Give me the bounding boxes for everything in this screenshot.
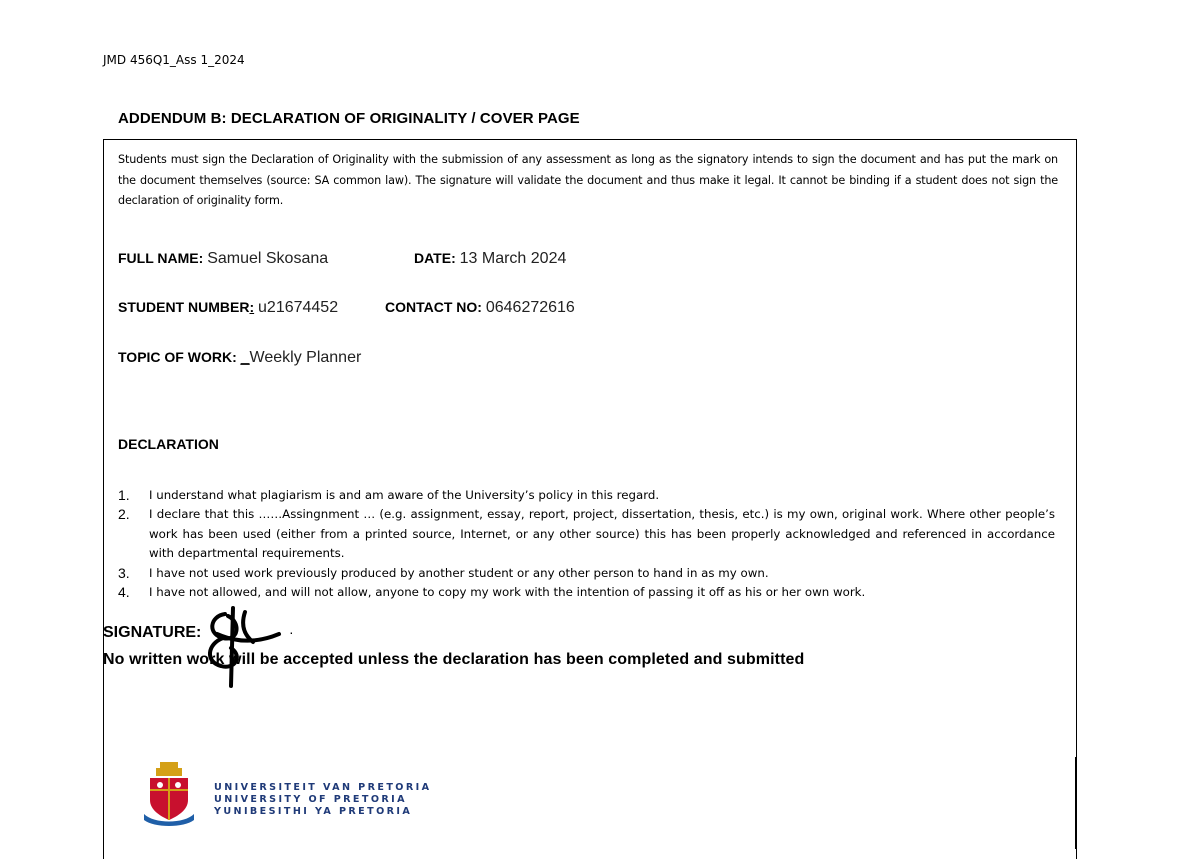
submission-warning: No written work will be accepted unless the declaration has been completed and submitted [103, 651, 805, 668]
contact-value: 0646272616 [485, 299, 575, 316]
signature-label: SIGNATURE: [103, 624, 202, 641]
list-number: 2. [118, 506, 130, 523]
topic-text: Weekly Planner [249, 349, 362, 366]
topic-prefix: _ [240, 349, 250, 366]
list-number: 3. [118, 564, 130, 581]
list-item [118, 486, 1055, 505]
list-number: 1. [118, 487, 130, 503]
university-name-sepedi: YUNIBESITHI YA PRETORIA [214, 806, 413, 817]
list-item-text: I understand what plagiarism is and am aware of the University’s policy in this regard. [149, 488, 660, 502]
date-row [414, 250, 566, 268]
student-number-row [118, 299, 338, 317]
list-number: 4. [118, 584, 130, 601]
list-item-text: I have not allowed, and will not allow, anyone to copy my work with the intention of passing it off as his or her own work. [149, 585, 866, 600]
university-name-afrikaans: UNIVERSITEIT VAN PRETORIA [214, 782, 432, 793]
student-number-label-text: STUDENT NUMBER [118, 299, 250, 315]
contact-row [385, 299, 575, 317]
declaration-list [118, 486, 1055, 602]
full-name-value: Samuel Skosana [207, 250, 329, 267]
full-name-label: FULL NAME: [118, 250, 204, 266]
declaration-heading: DECLARATION [118, 436, 219, 452]
student-number-colon: : [249, 299, 255, 315]
list-item-text: I declare that this ……Assingnment … (e.g. assignment, essay, report, project, dissertation, thesis, etc.) is my own, original work. Where other people’s work has been used (either from a printed source, Internet, or any other source) this has been properly acknowledged and referenced in accordance with departmental requirements. [149, 507, 1055, 561]
list-item [118, 583, 1055, 602]
topic-row [118, 349, 361, 367]
intro-paragraph: Students must sign the Declaration of Originality with the submission of any assessment as long as the signatory intends to sign the document and has put the mark on the document themselves (source: SA common law). The signature will validate the document and thus make it legal. It cannot be binding if a student does not sign the declaration of originality form. [118, 153, 1058, 207]
list-item-text: I have not used work previously produced by another student or any other person to hand in as my own. [149, 565, 769, 580]
crest-icon [140, 760, 198, 826]
list-item [118, 564, 1055, 583]
contact-label: CONTACT NO: [385, 299, 482, 315]
date-label: DATE: [414, 250, 456, 266]
handwritten-signature [195, 604, 285, 689]
university-name-english: UNIVERSITY OF PRETORIA [214, 794, 407, 805]
student-number-label [118, 299, 254, 315]
student-number-value: u21674452 [258, 299, 339, 316]
full-name-row [118, 250, 328, 268]
document-code: JMD 456Q1_Ass 1_2024 [103, 53, 245, 67]
signature-dot: · [289, 624, 294, 640]
list-item [118, 505, 1055, 563]
university-name [214, 782, 431, 818]
page-title: ADDENDUM B: DECLARATION OF ORIGINALITY / COVER PAGE [118, 110, 580, 127]
box-border-segment [1075, 757, 1076, 849]
date-value: 13 March 2024 [459, 250, 567, 267]
topic-label: TOPIC OF WORK: [118, 349, 237, 365]
topic-value [241, 349, 362, 366]
